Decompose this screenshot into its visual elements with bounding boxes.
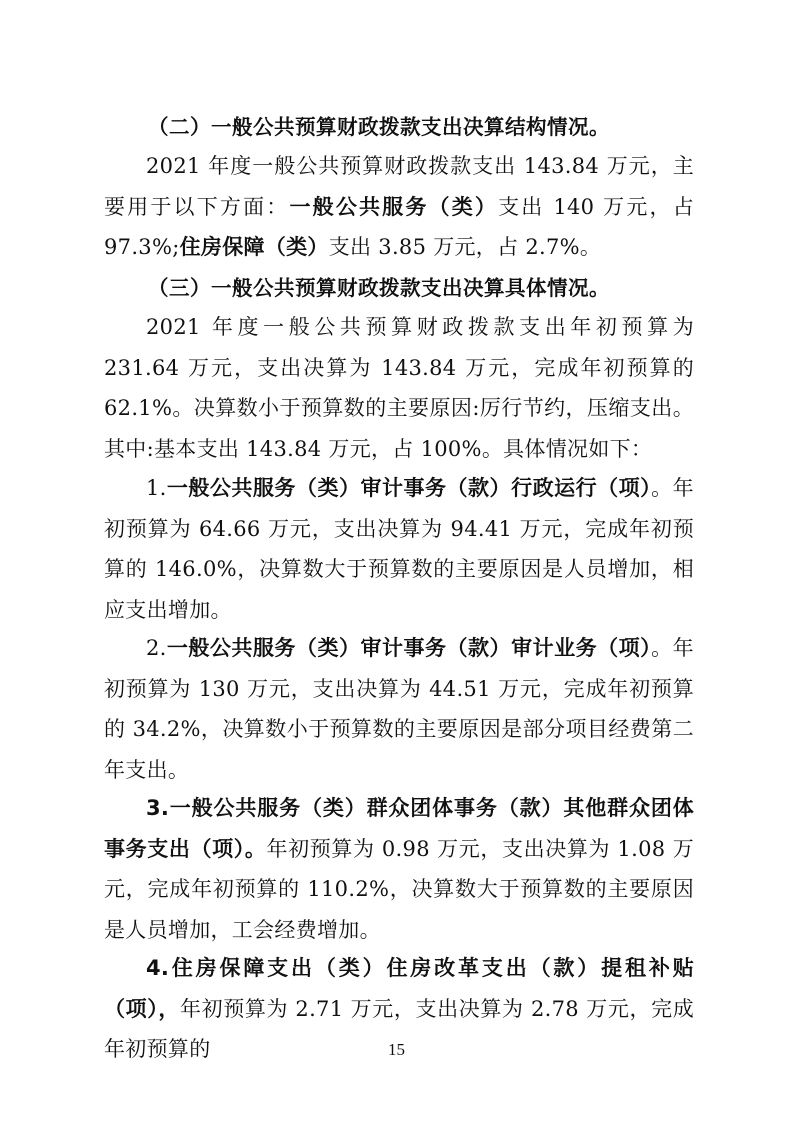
- item-number: 2.: [146, 636, 167, 660]
- item-title: 一般公共服务（类）审计事务（款）行政运行（项）: [166, 476, 652, 500]
- section2-body: [104, 146, 694, 268]
- item-title: 一般公共服务（类）审计事务（款）审计业务（项）: [166, 636, 652, 660]
- item-title: 住房保障支出（类）住房改革支出（款）提租补贴（项），: [104, 956, 694, 1021]
- section-heading-2: （二）一般公共预算财政拨款支出决算结构情况。: [148, 115, 610, 139]
- paragraph-expenditure-details: 2021 年度一般公共预算财政拨款支出年初预算为 231.64 万元，支出决算为 143.84 万元，完成年初预算的 62.1%。决算数小于预算数的主要原因:厉行节约，压缩支出。其中:基本支出 143.84 万元，占 100%。具体情况如下：: [104, 315, 694, 461]
- page-number: 15: [388, 1040, 405, 1059]
- paragraph-item: [104, 788, 694, 950]
- item-2: [104, 628, 694, 790]
- item-title: 一般公共服务（类）群众团体事务（款）其他群众团体事务支出（项）。: [104, 796, 694, 861]
- bold-run: 一般公共服务（类）: [289, 194, 499, 219]
- item-text: 年初预算为 0.98 万元，支出决算为 1.08 万元，完成年初预算的 110.2%，决算数大于预算数的主要原因是人员增加，工会经费增加。: [104, 836, 694, 942]
- section3-body: [104, 307, 694, 469]
- item-text: 年初预算为 2.71 万元，支出决算为 2.78 万元，完成年初预算的: [104, 996, 695, 1061]
- item-text: 。年初预算为 64.66 万元，支出决算为 94.41 万元，完成年初预算的 146.0%，决算数大于预算数的主要原因是人员增加，相应支出增加。: [104, 476, 694, 622]
- text-run: 支出 3.85 万元，占 2.7%。: [328, 235, 602, 259]
- paragraph-item: [104, 468, 694, 630]
- paragraph-expenditure-structure: [104, 146, 694, 268]
- item-number: 3.: [146, 796, 170, 820]
- text-run: 支出 140 万元，占 97.3%;: [104, 194, 694, 259]
- paragraph-item: [104, 628, 694, 790]
- item-1: [104, 468, 694, 630]
- item-number: 1.: [146, 476, 167, 500]
- text-run: 2021 年度一般公共预算财政拨款支出 143.84 万元，主要用于以下方面：: [104, 154, 694, 219]
- section-heading-3: （三）一般公共预算财政拨款支出决算具体情况。: [148, 276, 610, 300]
- item-number: 4.: [146, 956, 170, 980]
- item-3: [104, 788, 694, 950]
- bold-run: 住房保障（类）: [179, 235, 329, 259]
- item-text: 。年初预算为 130 万元，支出决算为 44.51 万元，完成年初预算的 34.2%，决算数小于预算数的主要原因是部分项目经费第二年支出。: [104, 636, 694, 782]
